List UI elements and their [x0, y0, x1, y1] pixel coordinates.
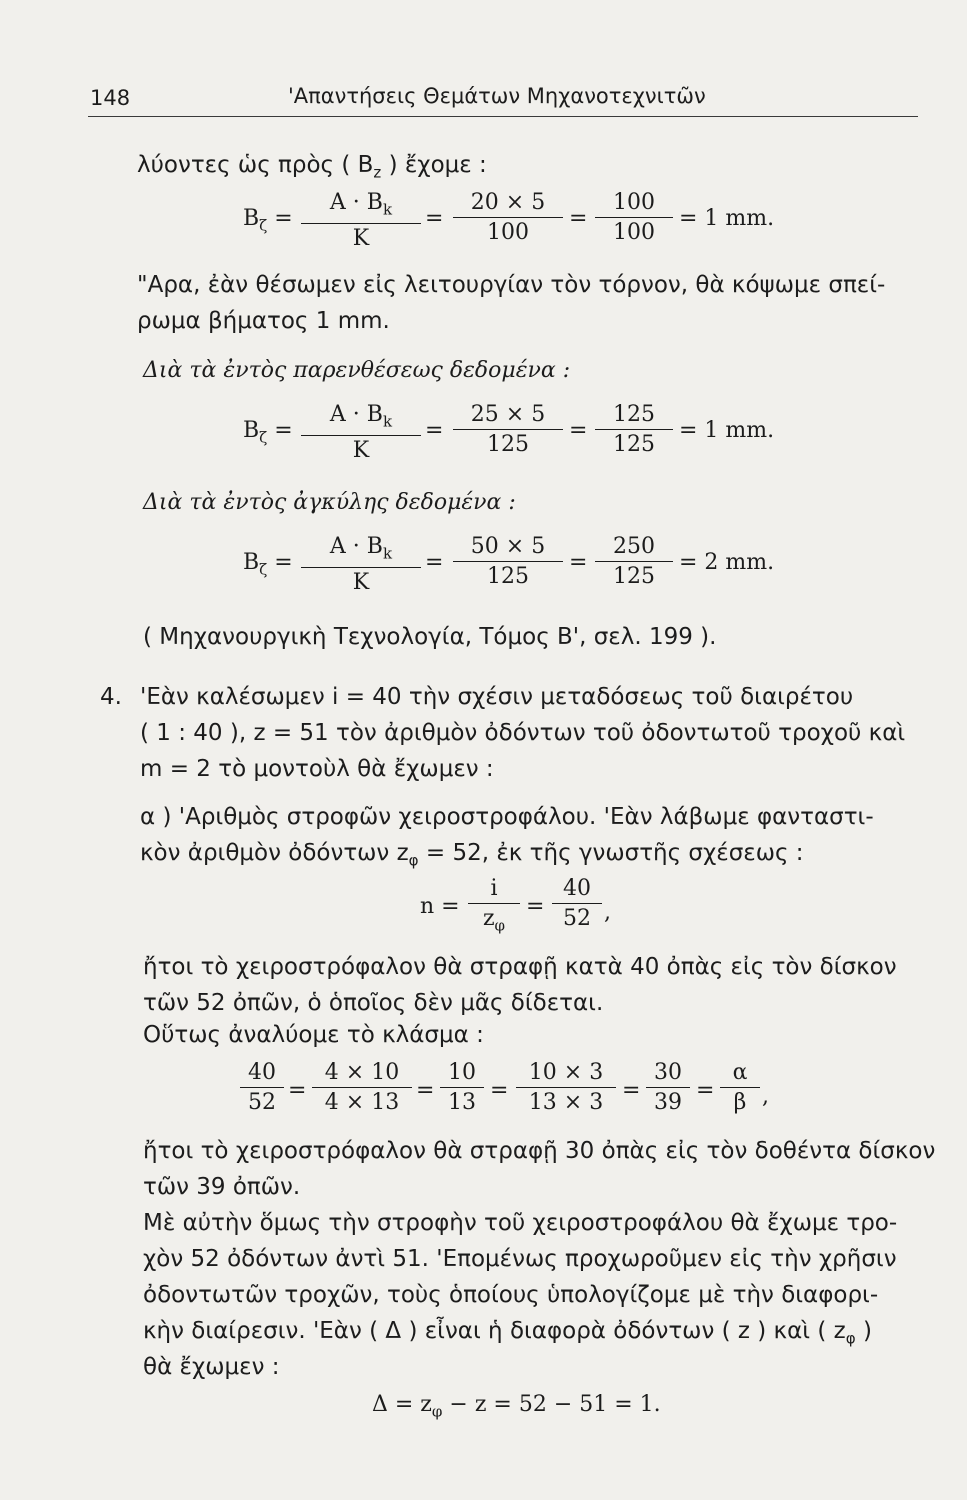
fraction: $\frac{A \cdot B_k}{K}$ — [301, 190, 421, 252]
equation-delta: $\Delta = z_\varphi - z = 52 - 51 = 1$. — [372, 1392, 661, 1421]
page-number: 148 — [90, 86, 131, 110]
paragraph-line: ἤτοι τὸ χειροστρόφαλον θὰ στραφῇ κατὰ 40 ὀπὰς εἰς τὸν δίσκον — [143, 954, 897, 980]
intro-line: λύοντες ὡς πρὸς ( $B_z$ ) ἔχομε : — [137, 152, 487, 182]
fraction: $\frac{100}{100}$ — [595, 190, 673, 246]
paragraph-line: ἤτοι τὸ χειροστρόφαλον θὰ στραφῇ 30 ὀπὰς εἰς τὸν δοθέντα δίσκον — [143, 1138, 936, 1164]
fraction: $\frac{4 \times 10}{4 \times 13}$ — [312, 1060, 412, 1116]
fraction: $\frac{125}{125}$ — [595, 402, 673, 458]
fraction: $\frac{10 \times 3}{13 \times 3}$ — [516, 1060, 616, 1116]
paragraph-line: "Αρα, ἐὰν θέσωμεν εἰς λειτουργίαν τὸν τόρνον, θὰ κόψωμε σπεί- — [137, 272, 886, 298]
equation-n: n = $\frac{i}{z_\varphi}$ = $\frac{40}{52}$ , — [420, 876, 660, 938]
equation-1: $B_\zeta$ = $\frac{A \cdot B_k}{K}$ = $\frac{20 \times 5}{100}$ = $\frac{100}{100}$ = 1 mm. — [243, 190, 775, 252]
fraction: $\frac{A \cdot B_k}{K}$ — [301, 402, 421, 464]
paragraph-line: θὰ ἔχωμεν : — [143, 1354, 280, 1380]
equation-2: $B_\zeta$ = $\frac{A \cdot B_k}{K}$ = $\frac{25 \times 5}{125}$ = $\frac{125}{125}$ = 1 mm. — [243, 402, 775, 464]
paragraph-line: κὸν ἀριθμὸν ὀδόντων $z_\varphi = 52$, ἐκ τῆς γνωστῆς σχέσεως : — [140, 840, 804, 870]
fraction: $\frac{30}{39}$ — [646, 1060, 690, 1116]
fraction-chain: $\frac{40}{52}$ = $\frac{4 \times 10}{4 \times 13}$ = $\frac{10}{13}$ = $\frac{10 \times 3}{13 \times 3}$ = $\frac{30}{39}$ = $\frac{\alpha}{\beta}$ , — [240, 1060, 840, 1122]
fraction: $\frac{i}{z_\varphi}$ — [468, 876, 520, 938]
running-title: 'Απαντήσεις Θεμάτων Μηχανοτεχνιτῶν — [288, 84, 706, 108]
paragraph-line: α ) 'Αριθμὸς στροφῶν χειροστροφάλου. 'Εὰν λάβωμε φανταστι- — [140, 804, 874, 830]
paragraph-line: Οὕτως ἀναλύομε τὸ κλάσμα : — [143, 1022, 484, 1048]
section-heading: Διὰ τὰ ἐντὸς παρενθέσεως δεδομένα : — [143, 358, 571, 383]
page-header — [88, 80, 918, 117]
fraction: $\frac{20 \times 5}{100}$ — [453, 190, 563, 246]
paragraph-line: ( 1 : 40 ), z = 51 τὸν ἀριθμὸν ὀδόντων τοῦ ὀδοντωτοῦ τροχοῦ καὶ — [140, 720, 906, 746]
paragraph-line: τῶν 52 ὀπῶν, ὁ ὁποῖος δὲν μᾶς δίδεται. — [143, 990, 604, 1016]
fraction: $\frac{40}{52}$ — [552, 876, 602, 932]
paragraph-line: ρωμα βήματος 1 mm. — [137, 308, 390, 334]
paragraph-line: κὴν διαίρεσιν. 'Εὰν ( Δ ) εἶναι ἡ διαφορὰ ὀδόντων ( z ) καὶ ( $z_\varphi$ ) — [143, 1318, 872, 1348]
paragraph-line: 'Εὰν καλέσωμεν i = 40 τὴν σχέσιν μεταδόσεως τοῦ διαιρέτου — [140, 684, 854, 710]
fraction: $\frac{50 \times 5}{125}$ — [453, 534, 563, 590]
fraction: $\frac{A \cdot B_k}{K}$ — [301, 534, 421, 596]
fraction: $\frac{\alpha}{\beta}$ — [720, 1060, 760, 1116]
paragraph-line: χὸν 52 ὀδόντων ἀντὶ 51. 'Επομένως προχωροῦμεν εἰς τὴν χρῆσιν — [143, 1246, 897, 1272]
fraction: $\frac{25 \times 5}{125}$ — [453, 402, 563, 458]
paragraph-line: τῶν 39 ὀπῶν. — [143, 1174, 301, 1200]
fraction: $\frac{250}{125}$ — [595, 534, 673, 590]
fraction: $\frac{40}{52}$ — [240, 1060, 284, 1116]
paragraph-line: ὀδοντωτῶν τροχῶν, τοὺς ὁποίους ὑπολογίζομε μὲ τὴν διαφορι- — [143, 1282, 879, 1308]
reference: ( Μηχανουργικὴ Τεχνολογία, Τόμος Β', σελ. 199 ). — [143, 624, 717, 650]
paragraph-line: m = 2 τὸ μοντοὺλ θὰ ἔχωμεν : — [140, 756, 494, 782]
paragraph-line: Μὲ αὐτὴν ὅμως τὴν στροφὴν τοῦ χειροστροφάλου θὰ ἔχωμε τρο- — [143, 1210, 898, 1236]
fraction: $\frac{10}{13}$ — [440, 1060, 484, 1116]
item-number: 4. — [100, 684, 122, 710]
section-heading: Διὰ τὰ ἐντὸς ἀγκύλης δεδομένα : — [143, 490, 516, 515]
equation-3: $B_\zeta$ = $\frac{A \cdot B_k}{K}$ = $\frac{50 \times 5}{125}$ = $\frac{250}{125}$ = 2 mm. — [243, 534, 775, 596]
